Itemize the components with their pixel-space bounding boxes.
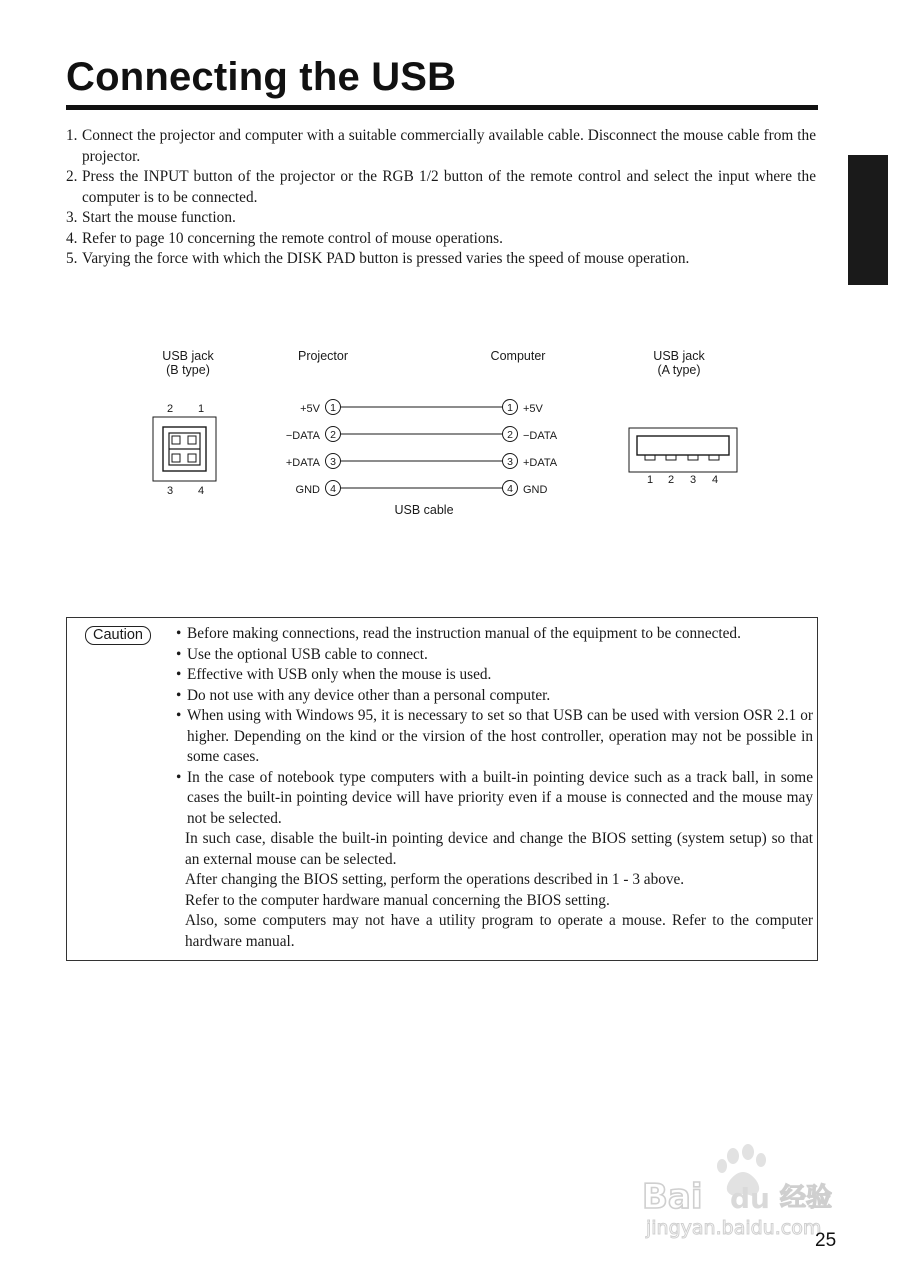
usb-cable-label: USB cable bbox=[394, 503, 454, 517]
usb-a-pin-label: 1 bbox=[646, 474, 654, 486]
step-text: Press the INPUT button of the projector or the RGB 1/2 button of the remote control and select the input where the computer is to be connected. bbox=[82, 168, 816, 206]
step-number: 1. bbox=[66, 127, 78, 144]
caution-list bbox=[175, 624, 813, 952]
signal-label-right: −DATA bbox=[523, 430, 558, 442]
signal-label-right: +5V bbox=[523, 403, 543, 415]
caution-note: After changing the BIOS setting, perform the operations described in 1 - 3 above. bbox=[185, 871, 685, 888]
pin-number: 3 bbox=[507, 456, 513, 468]
step-item bbox=[66, 126, 816, 167]
caution-note: Refer to the computer hardware manual concerning the BIOS setting. bbox=[185, 891, 610, 909]
projector-label: Projector bbox=[297, 349, 349, 363]
connection-row bbox=[286, 427, 558, 443]
watermark-brand-cn: 经验 bbox=[780, 1183, 833, 1213]
caution-note: Also, some computers may not have a utility program to operate a mouse. Refer to the computer hardware manual. bbox=[185, 912, 813, 950]
watermark-url: jingyan.baidu.com bbox=[646, 1217, 822, 1239]
caution-note: In such case, disable the built-in pointing device and change the BIOS setting (system setup) so that an external mouse can be selected. bbox=[185, 830, 813, 868]
step-number: 5. bbox=[66, 250, 78, 267]
caution-item: • Use the optional USB cable to connect. bbox=[175, 645, 813, 666]
step-text: Refer to page 10 concerning the remote control of mouse operations. bbox=[82, 229, 503, 247]
step-number: 2. bbox=[66, 168, 78, 185]
pin-number: 4 bbox=[507, 483, 513, 495]
connection-row bbox=[296, 481, 548, 497]
step-number: 3. bbox=[66, 209, 78, 226]
usb-b-label-line1: USB jack bbox=[162, 349, 214, 363]
caution-item: • In the case of notebook type computers with a built-in pointing device such as a track ball, in some cases the built-in pointing device will have priority even if a mouse is connected and the mouse may not be selected. bbox=[175, 768, 813, 830]
usb-b-pin-label: 1 bbox=[197, 403, 205, 415]
watermark-brand-right: du bbox=[730, 1182, 770, 1215]
step-item bbox=[66, 208, 816, 229]
usb-a-pin-label: 4 bbox=[711, 474, 719, 486]
pin-number: 2 bbox=[507, 429, 513, 441]
signal-label-right: +DATA bbox=[523, 457, 558, 469]
signal-label-left: −DATA bbox=[285, 430, 320, 442]
pin-number: 4 bbox=[330, 483, 336, 495]
step-item bbox=[66, 249, 816, 270]
step-number: 4. bbox=[66, 229, 78, 247]
signal-label-left: GND bbox=[295, 484, 320, 496]
usb-b-jack-icon bbox=[153, 417, 216, 481]
caution-item: • Effective with USB only when the mouse is used. bbox=[175, 665, 813, 686]
step-item bbox=[66, 167, 816, 208]
caution-item: • Before making connections, read the instruction manual of the equipment to be connected. bbox=[175, 624, 813, 645]
signal-label-left: +DATA bbox=[285, 457, 320, 469]
steps-list bbox=[66, 126, 816, 270]
caution-label: Caution bbox=[85, 626, 151, 645]
usb-a-pin-label: 3 bbox=[689, 474, 697, 486]
caution-item: • When using with Windows 95, it is necessary to set so that USB can be used with version OSR 2.1 or higher. Depending on the kind or the virsion of the host controller, operation may not be possible in some cases. bbox=[175, 706, 813, 768]
pin-number: 1 bbox=[507, 402, 513, 414]
page-number: 25 bbox=[815, 1230, 837, 1251]
step-text: Varying the force with which the DISK PAD button is pressed varies the speed of mouse operation. bbox=[82, 250, 690, 267]
step-item bbox=[66, 229, 816, 250]
usb-a-label-line1: USB jack bbox=[653, 349, 705, 363]
usb-b-pin-label: 4 bbox=[197, 485, 205, 497]
step-text: Connect the projector and computer with a suitable commercially available cable. Disconnect the mouse cable from the projector. bbox=[82, 127, 816, 165]
signal-label-left: +5V bbox=[300, 403, 320, 415]
connection-row bbox=[286, 454, 558, 470]
watermark-brand-left: Bai bbox=[642, 1177, 703, 1217]
pin-number: 2 bbox=[330, 429, 336, 441]
usb-a-pin-label: 2 bbox=[667, 474, 675, 486]
section-tab bbox=[848, 155, 888, 285]
usb-b-pin-label: 2 bbox=[166, 403, 174, 415]
pin-number: 3 bbox=[330, 456, 336, 468]
usb-b-pin-label: 3 bbox=[166, 485, 174, 497]
usb-a-jack-icon bbox=[629, 428, 737, 472]
usb-a-label-line2: (A type) bbox=[657, 363, 701, 377]
computer-label: Computer bbox=[490, 349, 546, 363]
usb-b-label-line2: (B type) bbox=[166, 363, 210, 377]
step-text: Start the mouse function. bbox=[82, 209, 236, 226]
connection-row bbox=[300, 400, 543, 416]
caution-box bbox=[66, 617, 818, 961]
caution-item: • Do not use with any device other than a personal computer. bbox=[175, 686, 813, 707]
page-title: Connecting the USB bbox=[66, 55, 457, 99]
pin-number: 1 bbox=[330, 402, 336, 414]
signal-label-right: GND bbox=[523, 484, 548, 496]
usb-wiring-diagram bbox=[0, 330, 904, 530]
title-rule bbox=[66, 105, 818, 110]
